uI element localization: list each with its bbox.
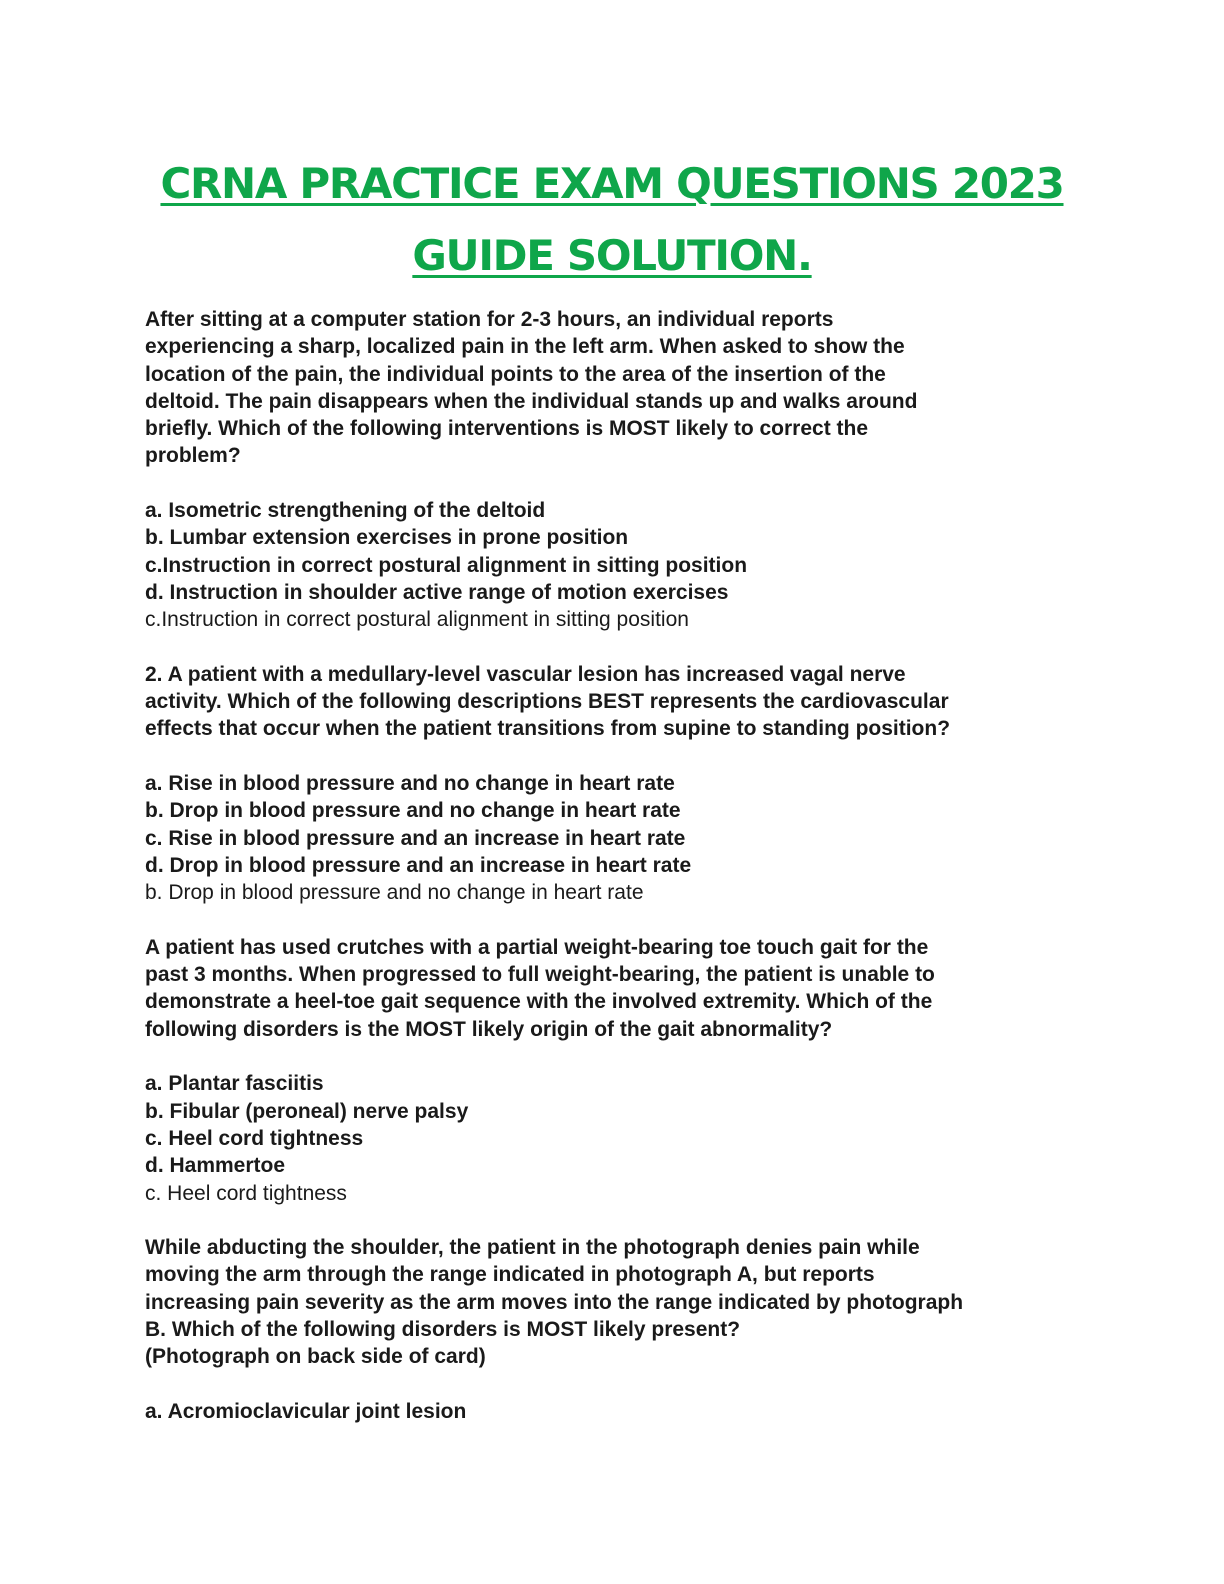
answer-option: b. Lumbar extension exercises in prone position [145,526,629,550]
correct-answer: c.Instruction in correct postural alignment in sitting position [145,608,689,632]
question-line: problem? [145,444,241,468]
question-line: increasing pain severity as the arm moves into the range indicated by photograph [145,1290,964,1314]
question-line: 2. A patient with a medullary-level vascular lesion has increased vagal nerve [145,662,906,686]
question-line: activity. Which of the following descriptions BEST represents the cardiovascular [145,690,949,714]
question-line: While abducting the shoulder, the patient in the photograph denies pain while [145,1236,920,1260]
document-title-line-1: CRNA PRACTICE EXAM QUESTIONS 2023 [160,159,1064,208]
answer-option: a. Isometric strengthening of the deltoid [145,499,546,523]
answer-option: d. Drop in blood pressure and an increase in heart rate [145,853,692,877]
question-1-stem [145,306,1105,470]
answer-option: a. Acromioclavicular joint lesion [145,1399,467,1423]
question-line: deltoid. The pain disappears when the individual stands up and walks around [145,389,918,413]
answer-option: d. Hammertoe [145,1154,286,1178]
question-line: past 3 months. When progressed to full weight-bearing, the patient is unable to [145,963,935,987]
question-1-options [145,497,1105,633]
question-line: following disorders is the MOST likely origin of the gait abnormality? [145,1017,833,1041]
answer-option: a. Rise in blood pressure and no change in heart rate [145,772,675,796]
question-line: demonstrate a heel-toe gait sequence with the involved extremity. Which of the [145,990,933,1014]
question-line: briefly. Which of the following interventions is MOST likely to correct the [145,417,869,441]
question-3-stem [145,934,1105,1043]
question-2-stem [145,661,1105,743]
question-line: effects that occur when the patient transitions from supine to standing position? [145,717,951,741]
question-line: moving the arm through the range indicated in photograph A, but reports [145,1263,875,1287]
answer-option: a. Plantar fasciitis [145,1072,324,1096]
question-4-stem [145,1234,1105,1370]
answer-option: d. Instruction in shoulder active range of motion exercises [145,580,729,604]
correct-answer: c. Heel cord tightness [145,1181,347,1205]
question-line: After sitting at a computer station for 2-3 hours, an individual reports [145,308,834,331]
answer-option: b. Fibular (peroneal) nerve palsy [145,1099,469,1123]
answer-option: b. Drop in blood pressure and no change in heart rate [145,799,681,823]
document-title-line-2: GUIDE SOLUTION. [412,231,812,280]
question-4-options [145,1398,1105,1425]
question-line: experiencing a sharp, localized pain in the left arm. When asked to show the [145,335,905,359]
question-line: location of the pain, the individual points to the area of the insertion of the [145,362,886,386]
question-3-options [145,1070,1105,1206]
answer-option: c. Heel cord tightness [145,1126,364,1150]
answer-option: c.Instruction in correct postural alignment in sitting position [145,553,748,577]
question-line: (Photograph on back side of card) [145,1345,486,1369]
document-body [145,306,1105,1452]
correct-answer: b. Drop in blood pressure and no change in heart rate [145,881,644,905]
question-line: B. Which of the following disorders is MOST likely present? [145,1317,741,1341]
answer-option: c. Rise in blood pressure and an increase in heart rate [145,826,686,850]
question-2-options [145,770,1105,906]
question-line: A patient has used crutches with a partial weight-bearing toe touch gait for the [145,935,929,959]
